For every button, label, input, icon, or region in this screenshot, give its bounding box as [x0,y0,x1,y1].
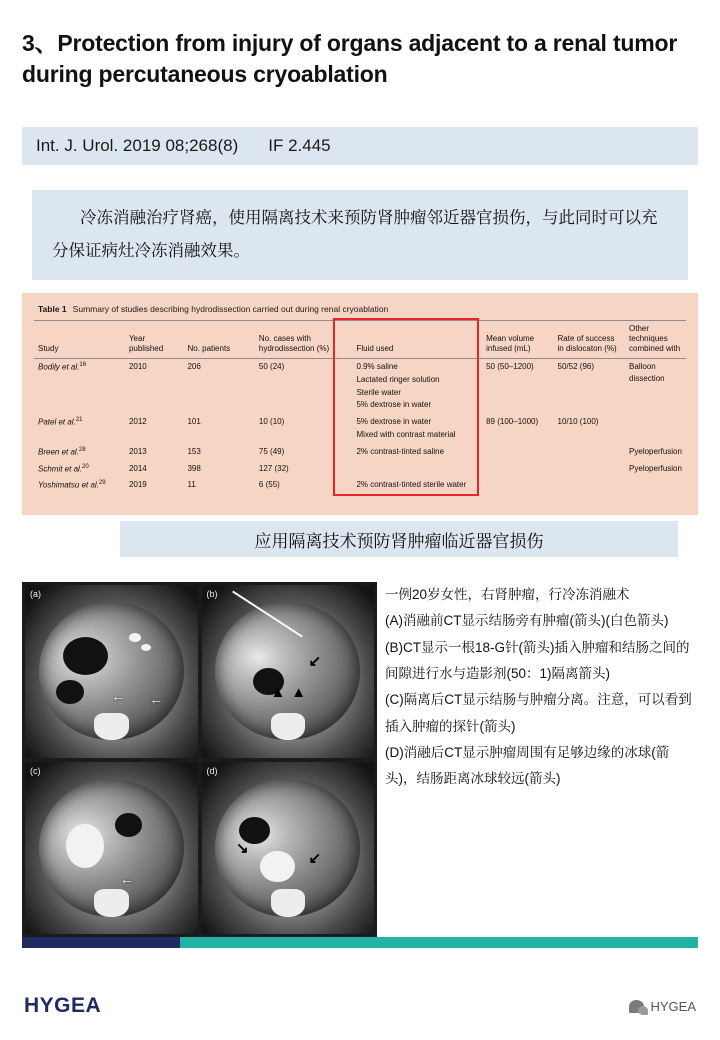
cell-volume: 50 (50–1200) [486,362,534,371]
cell-hydrodissection: 50 (24) [258,362,285,371]
fluid-list [356,361,478,412]
cell-success: 50/52 (96) [557,362,594,371]
table-title: Summary of studies describing hydrodissection carried out during renal cryoablation [72,304,389,314]
ct-panel-c [25,762,198,935]
ct-arrow-black: ↙ [308,653,322,670]
cell-success [554,461,626,477]
ct-arrow-black: ↙ [308,850,322,868]
cell-success: 10/10 (100) [557,417,599,427]
case-description [385,582,698,937]
fluid-item: 2% contrast-tinted sterile water [356,479,467,489]
cell-patients: 153 [187,446,201,456]
col-header-other: Other techniques combined with [625,321,686,359]
study-name: Breen et al. [38,447,79,457]
ct-panel-label: (c) [30,765,41,776]
cell-fluid [352,444,482,461]
summary-text: 冷冻消融治疗肾癌，使用隔离技术来预防肾肿瘤邻近器官损伤，与此同时可以充分保证病灶冷冻消融效果。 [52,209,658,260]
cell-volume [482,444,553,461]
table-row [34,359,686,415]
case-line: (D)消融后CT显示肿瘤周围有足够边缘的冰球(箭头)，结肠距离冰球较远(箭头) [385,744,670,787]
ct-panel-d [202,762,375,935]
table-row [34,461,686,477]
ct-arrow-white: ← [149,690,164,707]
ct-arrow-black: ▲ [270,684,286,702]
cell-other: Balloon dissection [629,362,665,383]
table-row [34,414,686,444]
ct-arrow-white: ← [111,687,126,704]
cell-other [625,414,686,444]
cell-hydrodissection: 6 (55) [258,479,280,489]
fluid-item: 0.9% saline [356,362,398,371]
cell-volume [482,461,553,477]
footer-bar-teal [180,937,698,948]
cell-patients: 11 [187,479,196,489]
ct-panel-b [202,585,375,758]
fluid-item: Lactated ringer solution [356,374,440,384]
page-title: 3、Protection from injury of organs adjacent to a renal tumor during percutaneous cryoablation [22,30,678,88]
cell-fluid [352,359,482,415]
study-name: Bodily et al. [38,362,80,372]
study-ref: 28 [78,446,86,453]
journal-citation-bar [22,127,698,165]
table-row [34,477,686,494]
ct-panel-label: (d) [206,765,218,776]
cell-study [34,461,125,477]
journal-citation: Int. J. Urol. 2019 08;268(8) [36,136,239,155]
cell-other: Pyeloperfusion [629,463,682,473]
footer-wechat-label: HYGEA [650,999,696,1014]
study-name: Yoshimatsu et al. [38,480,99,490]
fluid-list [356,479,478,492]
table-row [34,444,686,461]
wechat-icon [629,1000,644,1013]
fluid-item: Sterile water [356,387,401,397]
cell-hydrodissection: 75 (49) [258,446,285,456]
case-line: (A)消融前CT显示结肠旁有肿瘤(箭头)(白色箭头) [385,613,669,629]
ct-low-density-region [56,680,84,704]
cell-fluid [352,461,482,477]
table-figure [22,293,698,515]
cell-hydrodissection: 10 (10) [258,417,285,427]
ct-iceball [260,851,295,882]
footer-wechat [629,999,696,1014]
ct-panel-a [25,585,198,758]
ct-vertebra [271,713,306,741]
fluid-item: 2% contrast-tinted saline [356,446,445,456]
col-header-year: Year published [125,321,184,359]
study-name: Schmit et al. [38,464,83,474]
col-header-study: Study [34,321,125,359]
ct-bright-focus [141,644,151,651]
footer-bar-navy [22,937,180,948]
cell-patients: 398 [187,463,201,473]
impact-factor: IF 2.445 [268,136,331,155]
ct-panel-label: (a) [30,589,41,599]
study-name: Patel et al. [38,417,76,427]
case-line: (B)CT显示一根18-G针(箭头)插入肿瘤和结肠之间的间隙进行水与造影剂(50：1)隔离箭头) [385,639,690,681]
ct-arrow-black: ▲ [291,684,307,702]
cell-study [34,414,125,444]
ct-panel-label: (b) [206,589,218,599]
figure-caption-band [120,521,678,557]
ct-image-grid [22,582,377,937]
fluid-item: Mixed with contrast material [356,429,456,439]
case-line: 一例20岁女性，右肾肿瘤，行冷冻消融术 [385,587,630,602]
cell-volume [482,477,553,494]
ct-vertebra [94,889,129,917]
cell-year: 2012 [128,417,147,427]
col-header-volume: Mean volume infused (mL) [482,321,553,359]
cell-other [625,477,686,494]
fluid-item: 5% dextrose in water [356,417,432,427]
study-ref: 20 [82,463,89,470]
cell-patients: 206 [187,362,201,371]
col-header-hydrodissection: No. cases with hydrodissection (%) [255,321,353,359]
cell-success [554,477,626,494]
table-label: Table 1 [38,304,67,314]
study-ref: 16 [79,362,87,368]
case-line: (C)隔离后CT显示结肠与肿瘤分离。注意，可以看到插入肿瘤的探针(箭头) [385,692,692,734]
cell-year: 2019 [128,479,147,489]
cell-study [34,477,125,494]
cell-volume: 89 (100–1000) [486,417,539,427]
ct-low-density-region [63,637,108,675]
figure-caption-text: 应用隔离技术预防肾肿瘤临近器官损伤 [254,531,544,551]
fluid-list [356,416,478,442]
col-header-success: Rate of success in dislocaton (%) [554,321,626,359]
ct-arrow-white: ← [119,870,134,887]
cell-study [34,444,125,461]
table-caption [34,301,686,321]
cell-hydrodissection: 127 (32) [258,463,289,473]
col-header-patients: No. patients [183,321,254,359]
col-header-fluid: Fluid used [352,321,482,359]
cell-success [554,444,626,461]
cell-year: 2014 [128,463,147,473]
cell-study [34,359,125,415]
study-ref: 29 [98,479,106,486]
ct-bright-focus [129,633,141,642]
table-header-row [34,321,686,359]
cell-patients: 101 [187,417,201,427]
cell-year: 2013 [128,446,147,456]
cell-fluid [352,477,482,494]
fluid-item: 5% dextrose in water [356,400,432,410]
ct-vertebra [94,713,129,741]
footer-logo: HYGEA [24,994,102,1017]
summary-box [32,190,688,280]
ct-arrow-black: ↘ [236,839,249,857]
cell-year: 2010 [128,362,147,371]
cell-other: Pyeloperfusion [629,446,682,456]
ct-vertebra [271,889,306,917]
study-ref: 21 [75,417,83,424]
hydrodissection-table [34,321,686,494]
fluid-list [356,446,478,459]
cell-fluid [352,414,482,444]
